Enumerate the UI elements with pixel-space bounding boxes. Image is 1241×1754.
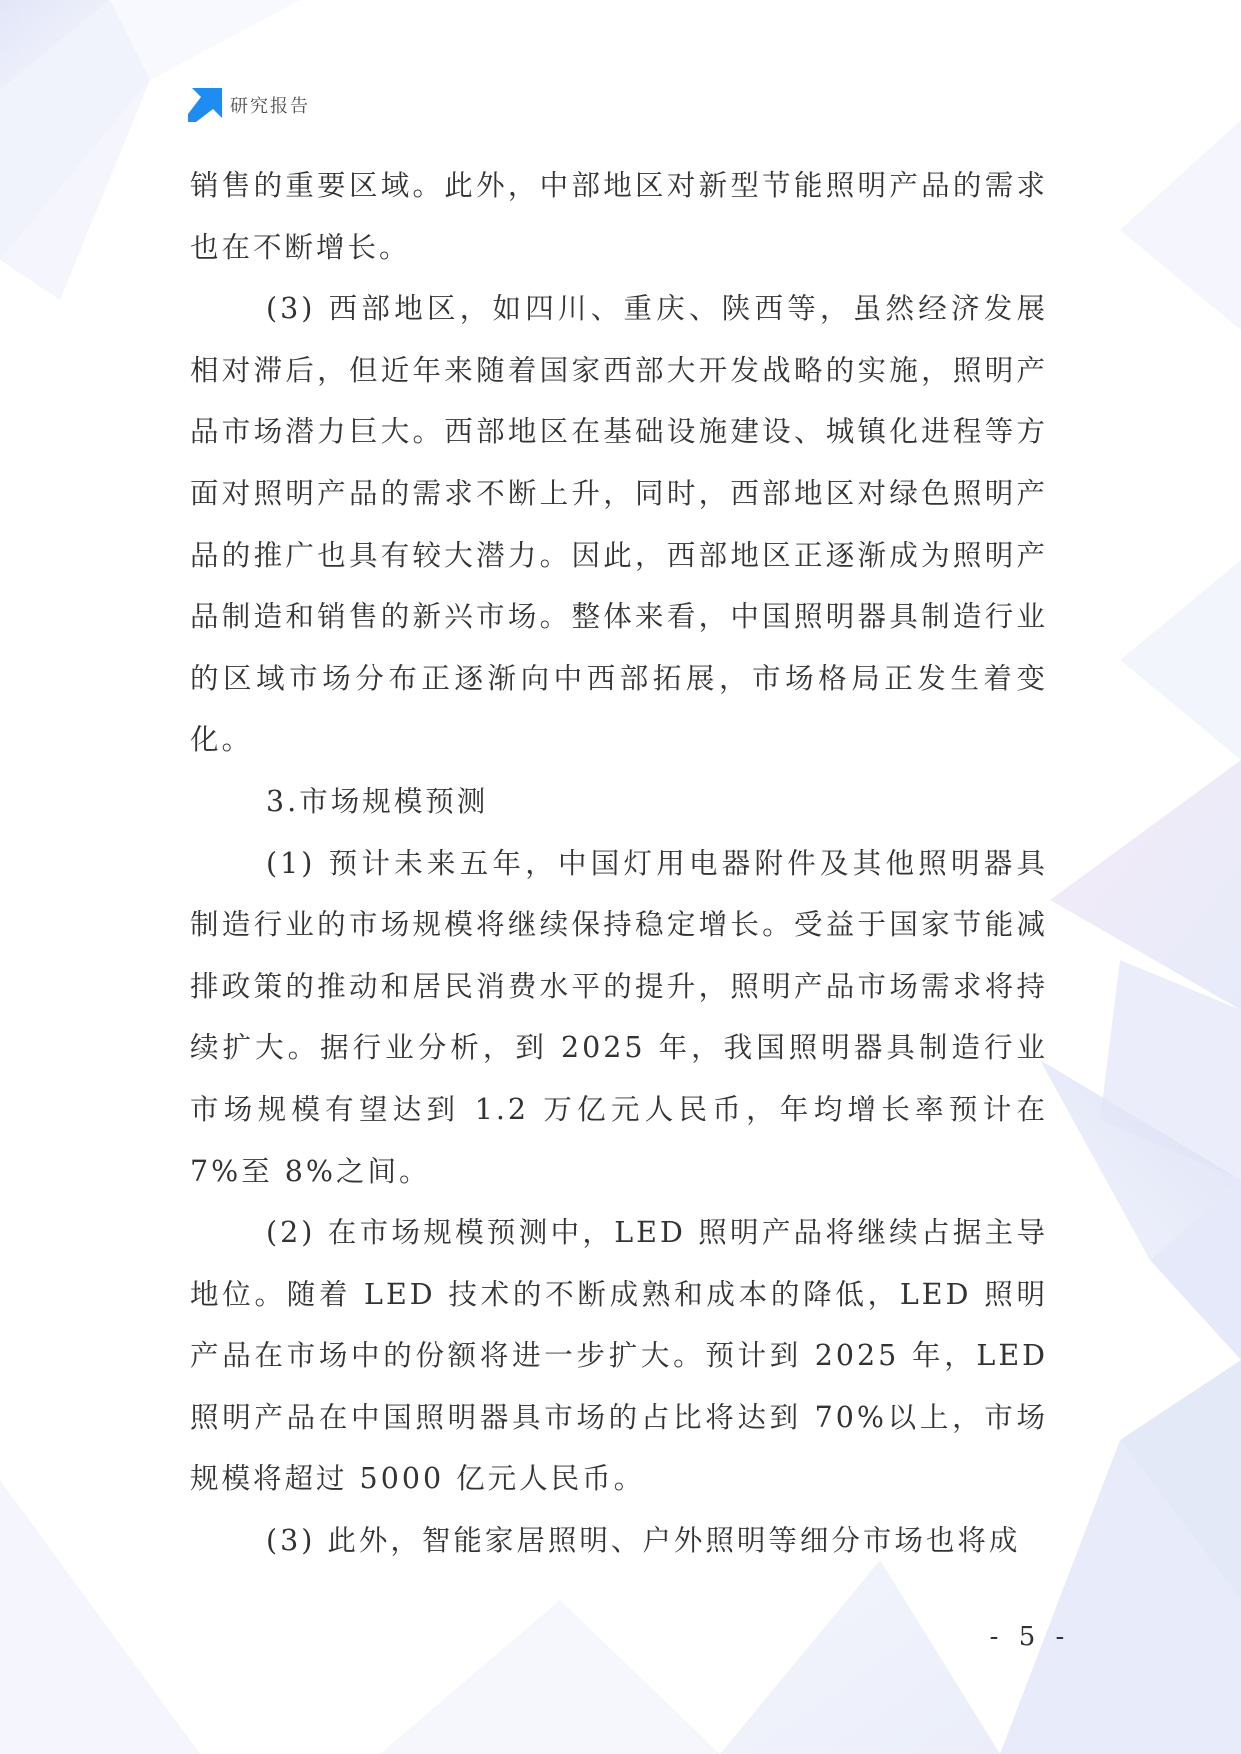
section-heading-market-size-forecast: 3.市场规模预测 (266, 784, 489, 818)
paragraph-led-forecast: (2) 在市场规模预测中，LED 照明产品将继续占据主导地位。随着 LED 技术的不断成熟和成本的降低，LED 照明产品在市场中的份额将进一步扩大。预计到 2025 年，LED 照明产品在中国照明器具市场的占比将达到 70%以上，市场规模将超过 5000 亿元人民币。 (190, 1216, 1048, 1496)
report-header (186, 88, 310, 122)
header-title: 研究报告 (230, 96, 310, 117)
paragraph-segment-markets: (3) 此外，智能家居照明、户外照明等细分市场也将成 (266, 1524, 1021, 1558)
paragraph-market-growth-forecast: (1) 预计未来五年，中国灯用电器附件及其他照明器具制造行业的市场规模将继续保持稳定增长。受益于国家节能减排政策的推动和居民消费水平的提升，照明产品市场需求将持续扩大。据行业分析，到 2025 年，我国照明器具制造行业市场规模有望达到 1.2 万亿元人民币，年均增长率预计在 7%至 8%之间。 (190, 846, 1048, 1188)
paragraph-central-region-demand: 销售的重要区域。此外，中部地区对新型节能照明产品的需求也在不断增长。 (190, 169, 1048, 264)
page-number: - 5 - (989, 1622, 1071, 1652)
arrow-up-right-icon (186, 88, 222, 122)
paragraph-western-region: (3) 西部地区，如四川、重庆、陕西等，虽然经济发展相对滞后，但近年来随着国家西部大开发战略的实施，照明产品市场潜力巨大。西部地区在基础设施建设、城镇化进程等方面对照明产品的需求不断上升，同时，西部地区对绿色照明产品的推广也具有较大潜力。因此，西部地区正逐渐成为照明产品制造和销售的新兴市场。整体来看，中国照明器具制造行业的区域市场分布正逐渐向中西部拓展，市场格局正发生着变化。 (190, 292, 1048, 757)
document-body (190, 155, 1048, 1572)
